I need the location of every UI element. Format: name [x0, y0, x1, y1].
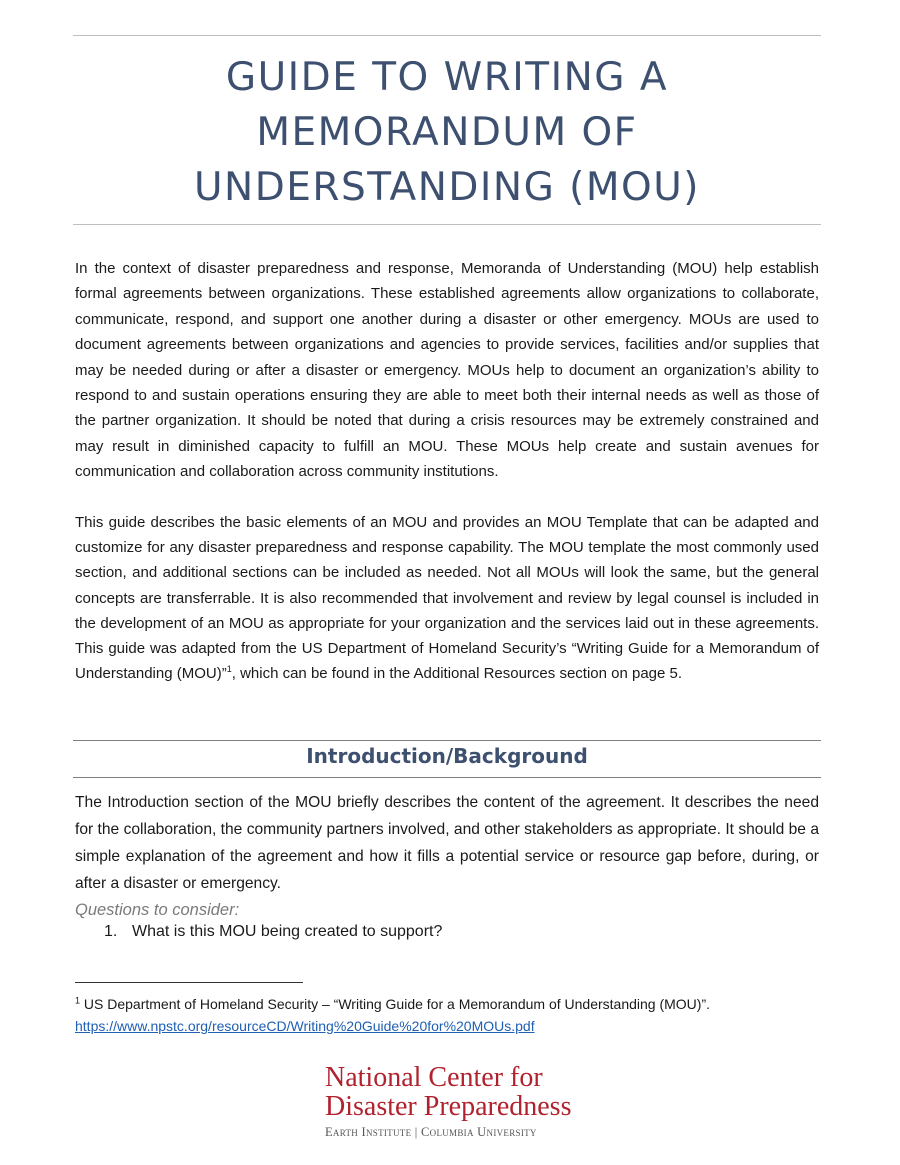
section-heading: Introduction/Background	[306, 744, 588, 768]
section-body: The Introduction section of the MOU briefly describes the content of the agreement. It describes the need for the collaboration, the community partners involved, and other stakeholders as appropriate. It should be a simple explanation of the agreement and how it fills a potential service or resource gap before, during, or after a disaster or emergency.	[75, 794, 819, 892]
questions-label: Questions to consider:	[75, 901, 240, 919]
logo-line-3: Earth Institute | Columbia University	[325, 1125, 537, 1139]
intro-paragraph: In the context of disaster preparedness and response, Memoranda of Understanding (MOU) help establish formal agreements between organizations. These established agreements allow organizations to collaborate, communicate, respond, and support one another during a disaster or other emergency. MOUs are used to document agreements between organizations and agencies to provide services, facilities and/or supplies that may be needed during or after a disaster or emergency. MOUs help to document an organization’s ability to respond to and sustain operations ensuring they are able to meet both their internal needs as well as those of the partner organization. It should be noted that during a crisis resources may be extremely constrained and may result in diminished capacity to fulfill an MOU. These MOUs help create and sustain avenues for communication and collaboration across community institutions.	[75, 260, 819, 481]
top-rule	[73, 35, 821, 36]
title-line-3: UNDERSTANDING (MOU)	[193, 165, 701, 210]
title-line-1: GUIDE TO WRITING A	[225, 55, 669, 100]
footnote-link[interactable]: https://www.npstc.org/resourceCD/Writing%20Guide%20for%20MOUs.pdf	[75, 1018, 535, 1034]
guide-paragraph-tail: , which can be found in the Additional Resources section on page 5.	[231, 665, 683, 683]
guide-paragraph-text: This guide describes the basic elements of an MOU and provides an MOU Template that can be adapted and customize for any disaster preparedness and response capability. The MOU template the most commonly used section, and additional sections can be included as needed. Not all MOUs will look the same, but the general concepts are transferrable. It is also recommended that involvement and review by legal counsel is included in the development of an MOU as appropriate for your organization and the services laid out in these agreements. This guide was adapted from the US Department of Homeland Security’s “Writing Guide for a Memorandum of Understanding (MOU)”	[75, 514, 819, 683]
question-number: 1.	[104, 923, 118, 940]
logo-line-1: National Center for	[325, 1062, 543, 1093]
title-line-2: MEMORANDUM OF	[256, 110, 638, 155]
footnote-reference[interactable]: 1	[226, 664, 232, 675]
footnote-marker: 1	[75, 995, 81, 1006]
footnote-text: US Department of Homeland Security – “Writing Guide for a Memorandum of Understanding (MOU)”.	[80, 996, 711, 1012]
title-bottom-rule	[73, 224, 821, 225]
logo-line-2: Disaster Preparedness	[325, 1091, 572, 1122]
ncdp-logo	[320, 1063, 580, 1140]
footnote	[75, 992, 710, 1016]
question-item	[104, 921, 442, 943]
page-title	[73, 50, 821, 215]
footnote-separator	[75, 982, 303, 983]
question-text: What is this MOU being created to support?	[132, 923, 443, 940]
guide-paragraph	[75, 510, 819, 686]
section-bottom-rule	[73, 777, 821, 778]
